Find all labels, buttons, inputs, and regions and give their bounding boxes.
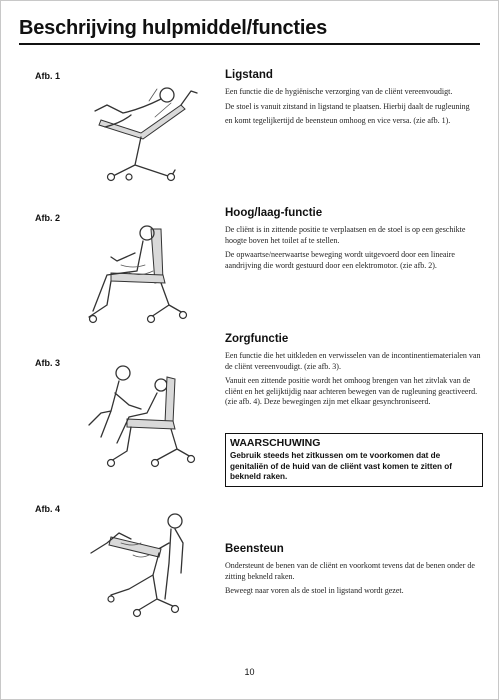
warning-text: Gebruik steeds het zitkussen om te voorkomen dat de genitaliën of de huid van de cliënt vast komen te zitten of bekneld raken. [230,451,453,481]
section-paragraph: Een functie die de hygiënische verzorging van de cliënt vereenvoudigt. [225,87,453,96]
caregiver-chair-illustration [71,353,211,473]
section-paragraph: Ondersteunt de benen van de cliënt en voorkomt tevens dat de benen onder de zitting bekneld raken. [225,561,475,581]
section-paragraph: Beweegt naar voren als de stoel in ligstand wordt gezet. [225,586,404,595]
section-paragraph: en komt tegelijkertijd de beensteun omhoog en vice versa. (zie afb. 1). [225,116,451,125]
section-paragraph: Vanuit een zittende positie wordt het omhoog brengen van het zitvlak van de cliënt en het gelijktijdig naar achteren bewegen van de rugleuning geactiveerd. (zie afb. 4). Deze bewegingen zijn met elkaar gesynchroniseerd. [225,376,478,406]
figure-label-3: Afb. 3 [35,358,61,368]
legrest-chair-illustration [71,503,211,623]
section-paragraph: Een functie die het uitkleden en verwisselen van de incontinentiematerialen van de cliënt vereenvoudigt. (zie afb. 3). [225,351,481,371]
reclining-chair-illustration [71,65,211,185]
section-paragraph: De stoel is vanuit zitstand in ligstand te plaatsen. Hierbij daalt de rugleuning [225,101,470,111]
section-ligstand [225,69,487,131]
section-paragraph: De opwaartse/neerwaartse beweging wordt uitgevoerd door een lineaire aandrijving die wordt gestuurd door een elektromotor. (zie afb. 2). [225,250,455,270]
warning-box [225,433,483,487]
section-hoog-laag [225,207,487,275]
figure-label-4: Afb. 4 [35,504,61,514]
figure-label-2: Afb. 2 [35,213,61,223]
section-heading: Ligstand [225,69,273,81]
section-heading: Zorgfunctie [225,333,289,345]
section-heading: Beensteun [225,543,284,555]
section-beensteun [225,543,487,601]
page-title: Beschrijving hulpmiddel/functies [19,17,328,39]
section-zorgfunctie [225,333,487,412]
section-heading: Hoog/laag-functie [225,207,323,219]
warning-title: WAARSCHUWING [230,437,321,449]
page-number: 10 [244,667,255,677]
page-header [19,13,480,45]
figure-label-1: Afb. 1 [35,71,61,81]
raised-chair-illustration [71,209,211,329]
section-paragraph: De cliënt is in zittende positie te verplaatsen en de stoel is op een geschikte hoogte boven het toilet af te stellen. [225,225,466,245]
